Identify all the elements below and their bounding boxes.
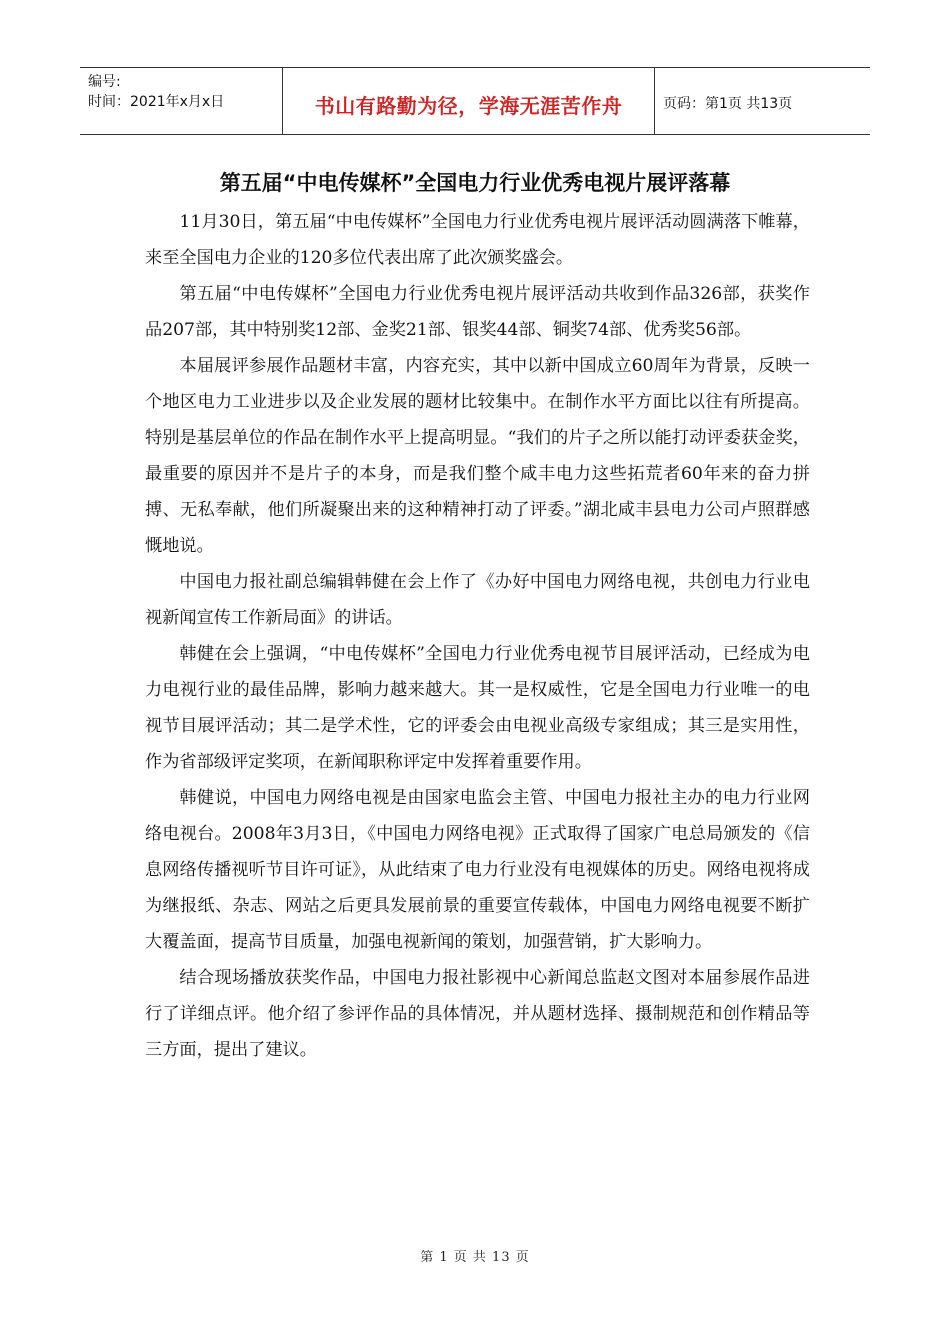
header-page-cell bbox=[655, 68, 870, 134]
page-footer: 第 1 页 共 13 页 bbox=[420, 1250, 530, 1265]
article-paragraph: 第五届“中电传媒杯”全国电力行业优秀电视片展评活动共收到作品326部，获奖作品207部，其中特别奖12部、金奖21部、银奖44部、铜奖74部、优秀奖56部。 bbox=[145, 284, 810, 340]
article-paragraph: 结合现场播放获奖作品，中国电力报社影视中心新闻总监赵文图对本届参展作品进行了详细点评。他介绍了参评作品的具体情况，并从题材选择、摄制规范和创作精品等三方面，提出了建议。 bbox=[145, 968, 810, 1060]
header-motto-cell bbox=[282, 68, 655, 134]
article-body bbox=[145, 204, 810, 1068]
document-code-label: 编号: bbox=[88, 74, 121, 90]
header-page-info: 页码：第1页 共13页 bbox=[663, 96, 793, 112]
document-time-label: 时间：2021年x月x日 bbox=[88, 94, 225, 110]
header-meta-cell bbox=[80, 68, 282, 134]
document-header bbox=[80, 67, 870, 135]
article-title: 第五届“中电传媒杯”全国电力行业优秀电视片展评落幕 bbox=[219, 171, 731, 195]
article-paragraph: 11月30日，第五届“中电传媒杯”全国电力行业优秀电视片展评活动圆满落下帷幕，来至全国电力企业的120多位代表出席了此次颁奖盛会。 bbox=[145, 212, 810, 268]
article-paragraph: 韩健说，中国电力网络电视是由国家电监会主管、中国电力报社主办的电力行业网络电视台。2008年3月3日，《中国电力网络电视》正式取得了国家广电总局颁发的《信息网络传播视听节目许可证》，从此结束了电力行业没有电视媒体的历史。网络电视将成为继报纸、杂志、网站之后更具发展前景的重要宣传载体，中国电力网络电视要不断扩大覆盖面，提高节目质量，加强电视新闻的策划，加强营销，扩大影响力。 bbox=[145, 788, 810, 952]
article-paragraph: 中国电力报社副总编辑韩健在会上作了《办好中国电力网络电视，共创电力行业电视新闻宣传工作新局面》的讲话。 bbox=[145, 572, 810, 628]
article-paragraph: 本届展评参展作品题材丰富，内容充实，其中以新中国成立60周年为背景，反映一个地区电力工业进步以及企业发展的题材比较集中。在制作水平方面比以往有所提高。特别是基层单位的作品在制作水平上提高明显。“我们的片子之所以能打动评委获金奖，最重要的原因并不是片子的本身，而是我们整个咸丰电力这些拓荒者60年来的奋力拼搏、无私奉献，他们所凝聚出来的这种精神打动了评委。”湖北咸丰县电力公司卢照群感慨地说。 bbox=[145, 356, 810, 556]
header-motto: 书山有路勤为径，学海无涯苦作舟 bbox=[314, 93, 623, 118]
article-paragraph: 韩健在会上强调，“中电传媒杯”全国电力行业优秀电视节目展评活动，已经成为电力电视行业的最佳品牌，影响力越来越大。其一是权威性，它是全国电力行业唯一的电视节目展评活动；其二是学术性，它的评委会由电视业高级专家组成；其三是实用性，作为省部级评定奖项，在新闻职称评定中发挥着重要作用。 bbox=[145, 644, 810, 772]
